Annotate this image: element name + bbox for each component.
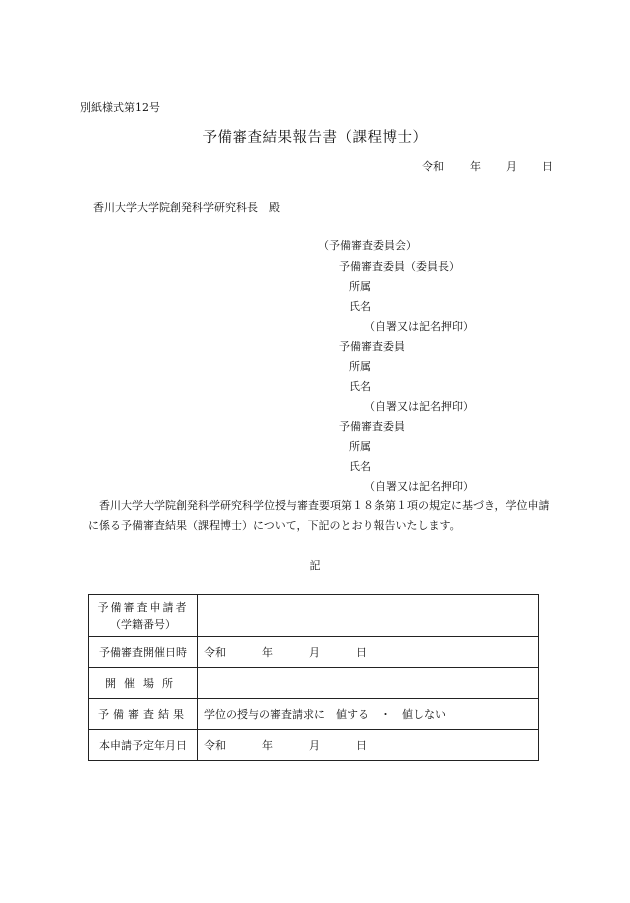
- result-label: 予備審査結果: [89, 699, 198, 730]
- committee-member-1-role: 予備審査委員（委員長）: [339, 260, 460, 273]
- planned-date-year: 年: [262, 739, 273, 752]
- date-value-cell[interactable]: [198, 637, 539, 668]
- date-value-month: 月: [309, 646, 320, 659]
- committee-member-3-name: 氏名: [349, 460, 371, 473]
- report-date: [422, 158, 553, 174]
- planned-date-value-cell[interactable]: [198, 730, 539, 761]
- table-row-result: [89, 699, 539, 730]
- committee-member-3-seal: （自署又は記名押印）: [364, 480, 474, 493]
- date-era: 令和: [422, 160, 444, 173]
- committee-member-2-seal: （自署又は記名押印）: [364, 400, 474, 413]
- result-table: [88, 594, 539, 761]
- committee-member-3-affiliation: 所属: [349, 440, 371, 453]
- date-value-year: 年: [262, 646, 273, 659]
- table-row-date: [89, 637, 539, 668]
- place-value-cell[interactable]: [198, 668, 539, 699]
- planned-date-era: 令和: [204, 739, 226, 752]
- committee-member-2-name: 氏名: [349, 380, 371, 393]
- applicant-value-cell[interactable]: [198, 595, 539, 637]
- table-row-applicant: [89, 595, 539, 637]
- applicant-label-cell: [89, 595, 198, 637]
- date-year: 年: [470, 160, 481, 173]
- result-value[interactable]: 学位の授与の審査請求に 値する ・ 値しない: [198, 699, 539, 730]
- committee-header: （予備審査委員会）: [318, 239, 417, 252]
- date-value-era: 令和: [204, 646, 226, 659]
- ki-heading: 記: [309, 559, 321, 572]
- student-number-label: （学籍番号）: [110, 617, 176, 631]
- planned-date-month: 月: [309, 739, 320, 752]
- document-title: 予備審査結果報告書（課程博士）: [202, 130, 428, 146]
- committee-member-2-role: 予備審査委員: [339, 340, 405, 353]
- table-row-planned-date: [89, 730, 539, 761]
- committee-member-1-affiliation: 所属: [349, 280, 371, 293]
- date-label: 予備審査開催日時: [89, 637, 198, 668]
- form-number: 別紙様式第12号: [80, 101, 160, 114]
- date-month: 月: [506, 160, 517, 173]
- committee-member-3-role: 予備審査委員: [339, 420, 405, 433]
- date-value-day: 日: [356, 646, 367, 659]
- committee-member-1-seal: （自署又は記名押印）: [364, 320, 474, 333]
- table-row-place: [89, 668, 539, 699]
- committee-member-1-name: 氏名: [349, 300, 371, 313]
- date-day: 日: [542, 160, 553, 173]
- report-body-text: 香川大学大学院創発科学研究科学位授与審査要項第１８条第１項の規定に基づき，学位申請に係る予備審査結果（課程博士）について，下記のとおり報告いたします。: [88, 499, 550, 532]
- committee-member-2-affiliation: 所属: [349, 360, 371, 373]
- planned-date-day: 日: [356, 739, 367, 752]
- addressee: 香川大学大学院創発科学研究科長 殿: [93, 201, 280, 214]
- planned-date-label: 本申請予定年月日: [89, 730, 198, 761]
- place-label: 開催場所: [89, 668, 198, 699]
- applicant-label: 予備審査申請者: [97, 600, 189, 614]
